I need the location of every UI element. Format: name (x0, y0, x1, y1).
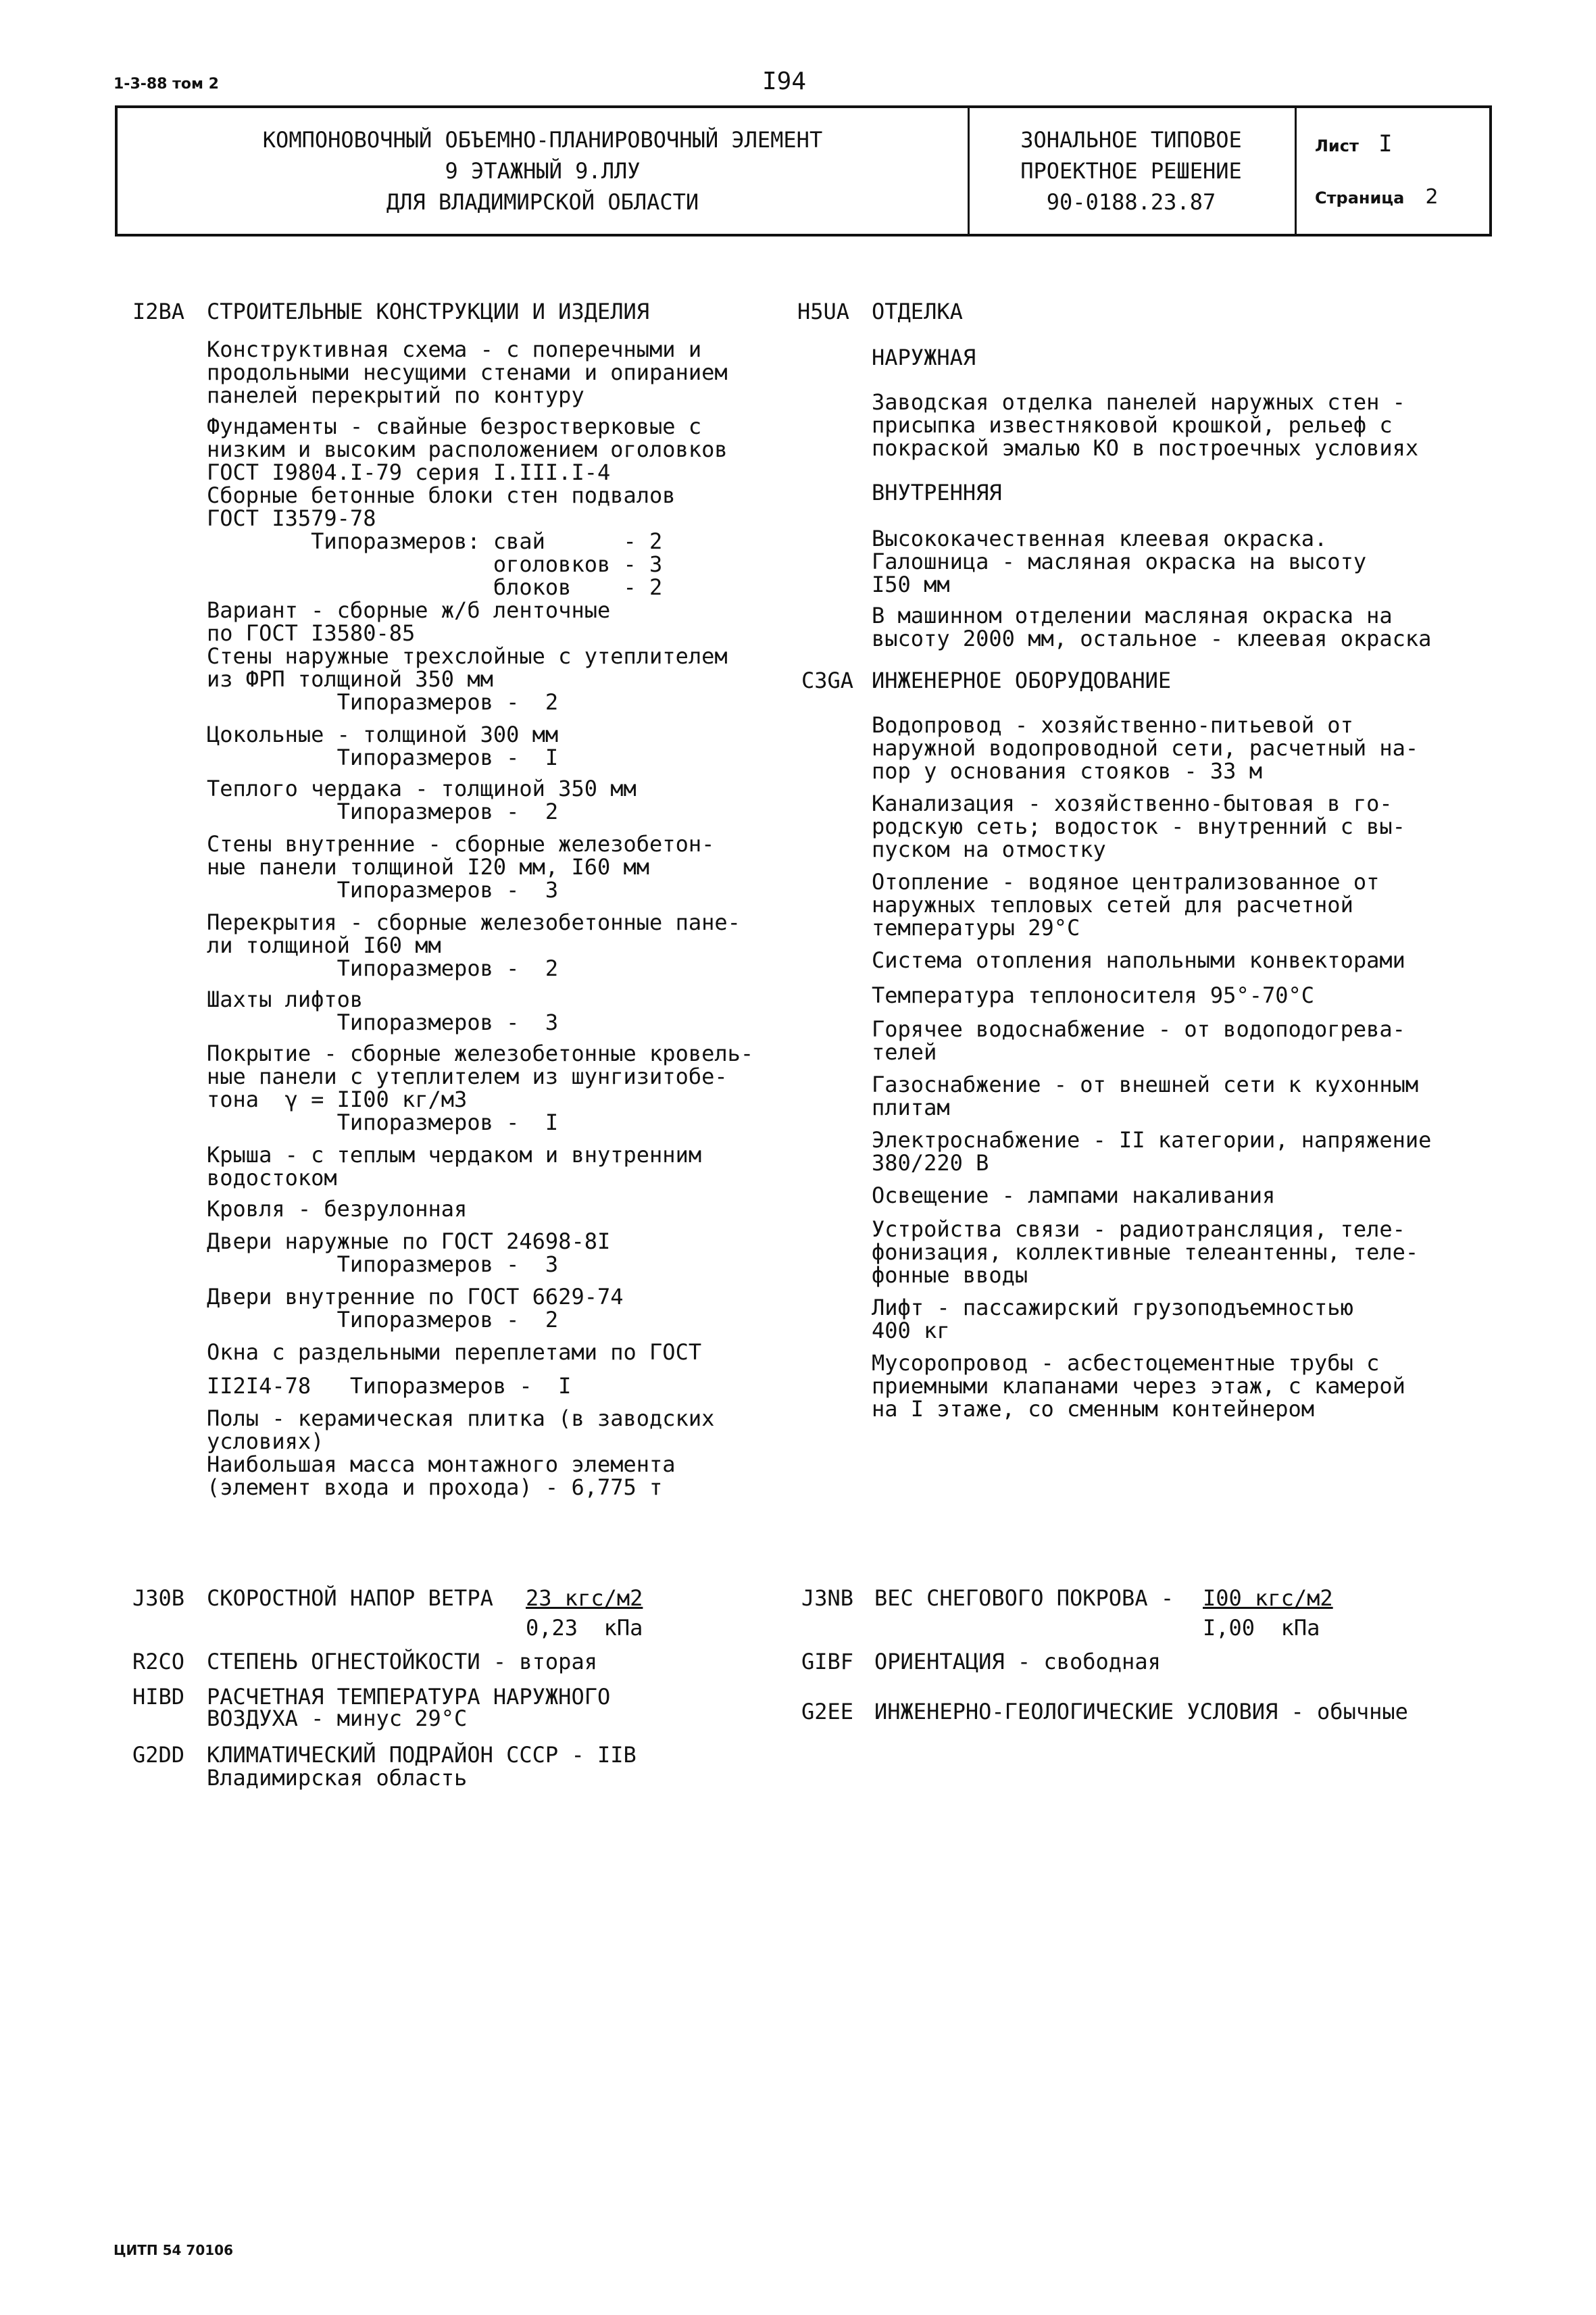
structures-line: Типоразмеров - 3 (207, 1010, 559, 1035)
equipment-line: пор у основания стояков - 33 м (872, 758, 1262, 784)
orientation: ОРИЕНТАЦИЯ - свободная (874, 1649, 1161, 1674)
structures-line: Типоразмеров - I (207, 1110, 559, 1135)
structures-line: условиях) (207, 1428, 324, 1454)
orientation-code: GIВF (801, 1649, 854, 1674)
decision-line-3: 90-0188.23.87 (1046, 189, 1216, 215)
structures-line: Покрытие - сборные железобетонные кровель- (207, 1041, 754, 1066)
equipment-line: Электроснабжение - II категории, напряжение (872, 1127, 1432, 1153)
temperature-line-2: ВОЗДУХА - минус 29°С (207, 1706, 468, 1731)
structures-code: I2ВА (132, 299, 185, 324)
structures-line: Стены наружные трехслойные с утеплителем (207, 643, 728, 669)
structures-line: ГОСТ I3579-78 (207, 505, 376, 531)
structures-line: по ГОСТ I3580-85 (207, 620, 416, 646)
equipment-line: Освещение - лампами накаливания (872, 1183, 1276, 1208)
structures-line: Шахты лифтов (207, 987, 364, 1012)
structures-line: Наибольшая масса монтажного элемента (207, 1451, 676, 1477)
structures-line: Вариант - сборные ж/б ленточные (207, 597, 611, 623)
structures-line: ли толщиной I60 мм (207, 932, 441, 958)
snow-value: I00 кгс/м2 (1203, 1585, 1333, 1611)
title-block (115, 105, 1492, 237)
temperature-code: НIВD (132, 1684, 185, 1710)
footer-stamp: ЦИТП 54 70106 (114, 2242, 234, 2258)
decision-line-1: ЗОНАЛЬНОЕ ТИПОВОЕ (1020, 127, 1242, 153)
climate-code: G2DD (132, 1742, 185, 1768)
wind-value: 23 кгс/м2 (526, 1585, 643, 1611)
structures-line: Двери внутренние по ГОСТ 6629-74 (207, 1284, 624, 1310)
climate-line-2: Владимирская область (207, 1765, 468, 1791)
structures-line: Типоразмеров - 2 (207, 689, 559, 715)
inner-finishing-heading: ВНУТРЕННЯЯ (872, 480, 1002, 505)
equipment-line: Температура теплоносителя 95°-70°С (872, 982, 1315, 1008)
structures-line: Перекрытия - сборные железобетонные пане- (207, 910, 741, 935)
outer-finishing-line: покраской эмалью КО в построечных условиях (872, 435, 1419, 461)
structures-line: Крыша - с теплым чердаком и внутренним (207, 1142, 702, 1168)
structures-line: ГОСТ I9804.I-79 серия I.III.I-4 (207, 459, 611, 485)
structures-line: Типоразмеров - 2 (207, 799, 559, 824)
structures-line: из ФРП толщиной 350 мм (207, 666, 493, 692)
equipment-line: Мусоропровод - асбестоцементные трубы с (872, 1350, 1380, 1376)
fire-resistance: СТЕПЕНЬ ОГНЕСТОЙКОСТИ - вторая (207, 1649, 597, 1674)
structures-title: СТРОИТЕЛЬНЫЕ КОНСТРУКЦИИ И ИЗДЕЛИЯ (207, 299, 650, 324)
structures-line: панелей перекрытий по контуру (207, 382, 584, 408)
structures-line: Кровля - безрулонная (207, 1196, 468, 1222)
snow-value-kpa: I,00 кПа (1203, 1615, 1320, 1641)
structures-line: тона γ = II00 кг/м3 (207, 1087, 468, 1112)
inner-finishing-line: I50 мм (872, 572, 950, 597)
equipment-line: Устройства связи - радиотрансляция, теле- (872, 1216, 1405, 1242)
structures-line: Типоразмеров: свай - 2 (207, 528, 663, 554)
equipment-line: Лифт - пассажирский грузоподъемностью (872, 1295, 1353, 1320)
equipment-line: плитам (872, 1095, 950, 1120)
finishing-title: ОТДЕЛКА (872, 299, 963, 324)
finishing-code: Н5UА (797, 299, 850, 324)
structures-line: Сборные бетонные блоки стен подвалов (207, 482, 676, 508)
structures-line: водостоком (207, 1165, 337, 1191)
equipment-line: Система отопления напольными конвекторами (872, 947, 1405, 973)
title-line-3: ДЛЯ ВЛАДИМИРСКОЙ ОБЛАСТИ (386, 189, 699, 215)
equipment-line: Водопровод - хозяйственно-питьевой от (872, 712, 1353, 738)
structures-line: Типоразмеров - 3 (207, 1251, 559, 1277)
fire-code: R2СО (132, 1649, 185, 1674)
page-label: Страница (1315, 189, 1405, 207)
equipment-line: пуском на отмостку (872, 837, 1106, 862)
structures-line: Конструктивная схема - с поперечными и (207, 337, 702, 362)
equipment-code: С3GА (801, 668, 854, 693)
structures-line: Окна с раздельными переплетами по ГОСТ (207, 1339, 702, 1365)
decision-cell (968, 108, 1297, 234)
structures-line: Стены внутренние - сборные железобетон- (207, 831, 715, 857)
structures-line: Фундаменты - свайные безростверковые с (207, 414, 702, 439)
equipment-line: наружных тепловых сетей для расчетной (872, 892, 1353, 918)
structures-line: Двери наружные по ГОСТ 24698-8I (207, 1228, 611, 1254)
title-line-2: 9 ЭТАЖНЫЙ 9.ЛЛУ (445, 158, 641, 184)
snow-label: ВЕС СНЕГОВОГО ПОКРОВА - (874, 1585, 1174, 1611)
equipment-line: Канализация - хозяйственно-бытовая в го- (872, 791, 1393, 816)
equipment-line: фонизация, коллективные телеантенны, теле- (872, 1239, 1419, 1265)
sheet-cell (1295, 108, 1489, 234)
geology-code: G2ЕЕ (801, 1699, 854, 1724)
equipment-line: наружной водопроводной сети, расчетный на- (872, 735, 1419, 761)
structures-line: Теплого чердака - толщиной 350 мм (207, 776, 637, 801)
page-value: 2 (1425, 185, 1439, 209)
decision-line-2: ПРОЕКТНОЕ РЕШЕНИЕ (1020, 158, 1242, 184)
temperature-line-1: РАСЧЕТНАЯ ТЕМПЕРАТУРА НАРУЖНОГО (207, 1684, 611, 1710)
outer-finishing-line: Заводская отделка панелей наружных стен - (872, 389, 1405, 415)
structures-line: ные панели толщиной I20 мм, I60 мм (207, 854, 650, 880)
structures-line: Полы - керамическая плитка (в заводских (207, 1405, 715, 1431)
structures-line: ные панели с утеплителем из шунгизитобе- (207, 1064, 728, 1089)
inner-finishing-line: Галошница - масляная окраска на высоту (872, 549, 1367, 574)
climate-line-1: КЛИМАТИЧЕСКИЙ ПОДРАЙОН СССР - IIВ (207, 1742, 637, 1768)
outer-finishing-line: присыпка известняковой крошкой, рельеф с (872, 412, 1393, 438)
page-number: I94 (762, 68, 807, 95)
equipment-line: Газоснабжение - от внешней сети к кухонным (872, 1072, 1419, 1097)
structures-line: низким и высоким расположением оголовков (207, 437, 728, 462)
structures-line: Цокольные - толщиной 300 мм (207, 722, 559, 747)
wind-value-kpa: 0,23 кПа (526, 1615, 643, 1641)
structures-line: блоков - 2 (207, 574, 663, 600)
inner-finishing-line: высоту 2000 мм, остальное - клеевая окраска (872, 626, 1432, 651)
equipment-title: ИНЖЕНЕРНОЕ ОБОРУДОВАНИЕ (872, 668, 1172, 693)
structures-line: (элемент входа и прохода) - 6,775 т (207, 1474, 663, 1500)
structures-line: Типоразмеров - 2 (207, 955, 559, 981)
wind-code: J30В (132, 1585, 185, 1611)
title-cell (118, 108, 970, 234)
structures-line: оголовков - 3 (207, 551, 663, 577)
document-code: 1-3-88 том 2 (114, 76, 219, 93)
equipment-line: родскую сеть; водосток - внутренний с вы- (872, 814, 1405, 839)
sheet-label: Лист (1315, 136, 1359, 155)
equipment-line: 400 кг (872, 1318, 950, 1343)
structures-line: Типоразмеров - 3 (207, 877, 559, 903)
outer-finishing-heading: НАРУЖНАЯ (872, 345, 976, 370)
structures-line: Типоразмеров - 2 (207, 1307, 559, 1333)
snow-code: J3NВ (801, 1585, 854, 1611)
structures-line: Типоразмеров - I (207, 745, 559, 770)
structures-line: II2I4-78 Типоразмеров - I (207, 1373, 572, 1399)
equipment-line: телей (872, 1039, 937, 1065)
equipment-line: фонные вводы (872, 1262, 1028, 1288)
title-line-1: КОМПОНОВОЧНЫЙ ОБЪЕМНО-ПЛАНИРОВОЧНЫЙ ЭЛЕМЕНТ (262, 127, 823, 153)
equipment-line: температуры 29°С (872, 915, 1080, 941)
equipment-line: Отопление - водяное централизованное от (872, 869, 1380, 895)
equipment-line: 380/220 В (872, 1150, 989, 1176)
inner-finishing-line: Высококачественная клеевая окраска. (872, 526, 1328, 551)
geology-conditions: ИНЖЕНЕРНО-ГЕОЛОГИЧЕСКИЕ УСЛОВИЯ - обычные (874, 1699, 1408, 1724)
sheet-value: I (1378, 130, 1393, 157)
wind-label: СКОРОСТНОЙ НАПОР ВЕТРА (207, 1585, 493, 1611)
equipment-line: Горячее водоснабжение - от водоподогрева- (872, 1016, 1405, 1042)
equipment-line: приемными клапанами через этаж, с камерой (872, 1373, 1405, 1399)
equipment-line: на I этаже, со сменным контейнером (872, 1396, 1315, 1422)
structures-line: продольными несущими стенами и опиранием (207, 359, 728, 385)
inner-finishing-line: В машинном отделении масляная окраска на (872, 603, 1393, 628)
